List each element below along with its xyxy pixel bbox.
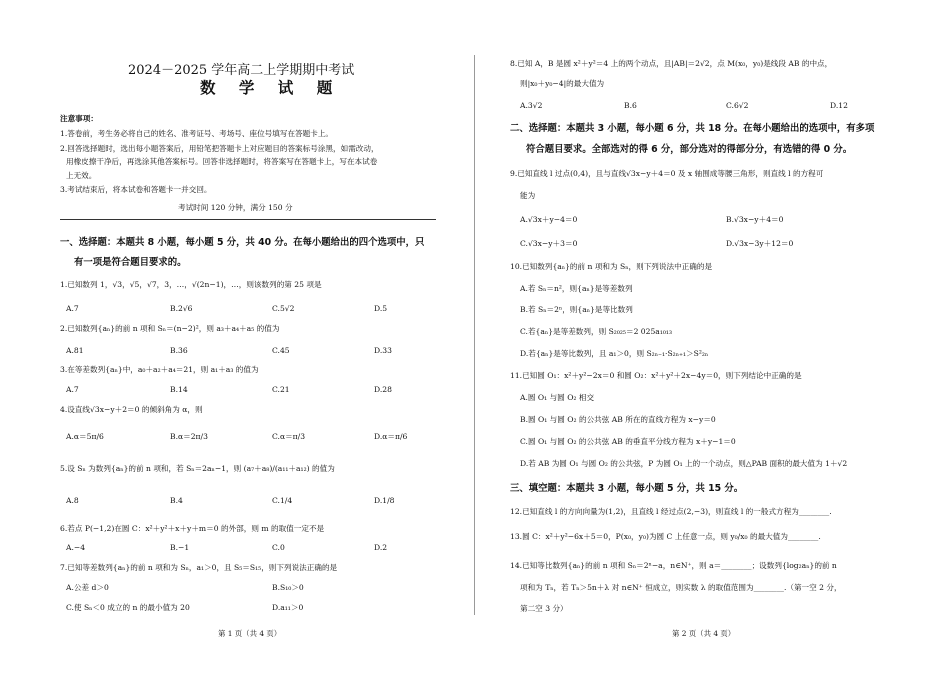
option-a: A.7 bbox=[66, 385, 79, 394]
question-stem: 7.已知等差数列{aₙ}的前 n 项和为 Sₙ，a₁＞0，且 S₅＝S₁₅，则下列说法正确的是 bbox=[60, 563, 338, 572]
question-stem: 4.设直线√3x−y＋2＝0 的倾斜角为 α，则 bbox=[60, 405, 203, 414]
option-a: A.8 bbox=[66, 496, 79, 505]
option-b: B.6 bbox=[624, 101, 637, 110]
page-divider bbox=[474, 55, 475, 615]
page-footer: 第 1 页（共 4 页） bbox=[218, 629, 282, 638]
option-a: A.若 Sₙ＝n²，则{aₙ}是等差数列 bbox=[520, 284, 633, 293]
question-stem: 10.已知数列{aₙ}的前 n 项和为 Sₙ，则下列说法中正确的是 bbox=[510, 262, 713, 271]
option-c: C.45 bbox=[272, 346, 290, 355]
option-d: D.a₁₁＞0 bbox=[272, 603, 304, 612]
option-c: C.1/4 bbox=[272, 496, 293, 505]
page-2 bbox=[476, 0, 950, 673]
section-3-heading: 三、填空题：本题共 3 小题，每小题 5 分，共 15 分。 bbox=[510, 483, 744, 494]
option-d: D.√3x−3y＋12＝0 bbox=[726, 239, 794, 248]
option-b: B.√3x−y＋4＝0 bbox=[726, 215, 784, 224]
option-d: D.12 bbox=[830, 101, 848, 110]
notes-heading: 注意事项： bbox=[60, 114, 98, 123]
section-2-heading: 二、选择题：本题共 3 小题，每小题 6 分，共 18 分。在每小题给出的选项中，有多项 bbox=[510, 123, 875, 134]
option-b: B.36 bbox=[170, 346, 188, 355]
question-stem: 3.在等差数列{aₙ}中，a₀＋a₂＋a₄＝21，则 a₁＋a₃ 的值为 bbox=[60, 365, 259, 374]
option-d: D.若 AB 为圆 O₁ 与圆 O₂ 的公共弦，P 为圆 O₁ 上的一个动点，则△PAB 面积的最大值为 1＋√2 bbox=[520, 459, 848, 468]
option-a: A.α＝5π/6 bbox=[66, 432, 104, 441]
option-c: C.α＝π/3 bbox=[272, 432, 306, 441]
page-footer: 第 2 页（共 4 页） bbox=[672, 629, 736, 638]
option-c: C.使 Sₙ＜0 成立的 n 的最小值为 20 bbox=[66, 603, 190, 612]
question-stem: 8.已知 A，B 是圆 x²＋y²＝4 上的两个动点，且|AB|＝2√2，点 M(x₀，y₀)是线段 AB 的中点， bbox=[510, 59, 833, 68]
section-2-heading-cont: 符合题目要求。全部选对的得 6 分，部分选对的得部分分，有选错的得 0 分。 bbox=[526, 144, 853, 155]
option-c: C.6√2 bbox=[726, 101, 749, 110]
note-line: 用橡皮擦干净后，再选涂其他答案标号。回答非选择题时，将答案写在答题卡上，写在本试卷 bbox=[66, 157, 378, 166]
option-a: A.圆 O₁ 与圆 O₂ 相交 bbox=[520, 393, 595, 402]
option-c: C.21 bbox=[272, 385, 290, 394]
option-a: A.81 bbox=[66, 346, 84, 355]
option-a: A.3√2 bbox=[520, 101, 543, 110]
option-a: A.7 bbox=[66, 304, 79, 313]
option-d: D.33 bbox=[374, 346, 392, 355]
header-divider bbox=[60, 219, 436, 220]
question-stem-cont: 项和为 Tₙ，若 Tₙ＞5n＋λ 对 n∈N⁺ 恒成立，则实数 λ 的取值范围为________.（第一空 2 分， bbox=[520, 583, 842, 592]
option-b: B.2√6 bbox=[170, 304, 193, 313]
exam-subject: 数 学 试 题 bbox=[200, 78, 342, 97]
option-c: C.若{aₙ}是等差数列，则 S₂₀₂₅＝2 025a₁₀₁₃ bbox=[520, 327, 673, 336]
option-b: B.圆 O₁ 与圆 O₂ 的公共弦 AB 所在的直线方程为 x−y＝0 bbox=[520, 415, 716, 424]
option-b: B.4 bbox=[170, 496, 183, 505]
option-b: B.若 Sₙ＝2ⁿ，则{aₙ}是等比数列 bbox=[520, 305, 633, 314]
note-line: 3.考试结束后，将本试卷和答题卡一并交回。 bbox=[60, 185, 212, 194]
option-d: D.1/8 bbox=[374, 496, 395, 505]
option-c: C.0 bbox=[272, 543, 285, 552]
option-b: B.S₁₀＞0 bbox=[272, 583, 304, 592]
option-a: A.√3x＋y−4＝0 bbox=[520, 215, 578, 224]
question-stem-cont: 能为 bbox=[520, 191, 536, 200]
question-stem: 6.若点 P(−1,2)在圆 C：x²＋y²＋x＋y＋m＝0 的外部，则 m 的取值一定不是 bbox=[60, 524, 325, 533]
option-d: D.2 bbox=[374, 543, 388, 552]
question-stem: 12.已知直线 l 的方向向量为(1,2)，且直线 l 经过点(2,−3)，则直线 l 的一般式方程为________. bbox=[510, 507, 832, 516]
question-stem: 13.圆 C：x²＋y²−6x＋5＝0，P(x₀，y₀)为圆 C 上任意一点，则 y₀/x₀ 的最大值为________. bbox=[510, 532, 821, 541]
option-b: B.−1 bbox=[170, 543, 190, 552]
option-c: C.5√2 bbox=[272, 304, 295, 313]
option-b: B.α＝2π/3 bbox=[170, 432, 208, 441]
exam-title: 2024－2025 学年高二上学期期中考试 bbox=[128, 63, 355, 78]
question-stem-cont: 第二空 3 分） bbox=[520, 604, 568, 613]
section-1-heading-cont: 有一项是符合题目要求的。 bbox=[74, 257, 187, 268]
option-c: C.圆 O₁ 与圆 O₂ 的公共弦 AB 的垂直平分线方程为 x＋y−1＝0 bbox=[520, 437, 736, 446]
option-a: A.−4 bbox=[66, 543, 86, 552]
option-d: D.5 bbox=[374, 304, 388, 313]
question-stem: 9.已知直线 l 过点(0,4)，且与直线√3x−y＋4＝0 及 x 轴围成等腰三角形，则直线 l 的方程可 bbox=[510, 169, 824, 178]
option-a: A.公差 d＞0 bbox=[66, 583, 109, 592]
exam-time: 考试时间 120 分钟，满分 150 分 bbox=[178, 203, 293, 212]
option-d: D.α＝π/6 bbox=[374, 432, 408, 441]
option-d: D.28 bbox=[374, 385, 392, 394]
question-stem: 5.设 Sₙ 为数列{aₙ}的前 n 项和，若 Sₙ＝2aₙ−1，则 (a₇＋a₈)/(a₁₁＋a₁₂) 的值为 bbox=[60, 464, 335, 473]
section-1-heading: 一、选择题：本题共 8 小题，每小题 5 分，共 40 分。在每小题给出的四个选项中，只 bbox=[60, 237, 425, 248]
note-line: 1.答卷前，考生务必将自己的姓名、准考证号、考场号、座位号填写在答题卡上。 bbox=[60, 129, 334, 138]
question-stem: 2.已知数列{aₙ}的前 n 项和 Sₙ＝(n−2)²，则 a₃＋a₄＋a₅ 的值为 bbox=[60, 324, 280, 333]
note-line: 上无效。 bbox=[66, 171, 97, 180]
question-stem: 1.已知数列 1，√3，√5，√7，3，…，√(2n−1)，…，则该数列的第 25 项是 bbox=[60, 280, 322, 289]
option-b: B.14 bbox=[170, 385, 188, 394]
option-c: C.√3x−y＋3＝0 bbox=[520, 239, 578, 248]
note-line: 2.回答选择题时，选出每小题答案后，用铅笔把答题卡上对应题目的答案标号涂黑，如需改动， bbox=[60, 144, 379, 153]
page-1 bbox=[0, 0, 474, 673]
question-stem: 11.已知圆 O₁：x²＋y²−2x＝0 和圆 O₂：x²＋y²＋2x−4y＝0，则下列结论中正确的是 bbox=[510, 371, 802, 380]
option-d: D.若{aₙ}是等比数列，且 a₁＞0，则 S₂ₙ₋₁·S₂ₙ₊₁＞S²₂ₙ bbox=[520, 349, 709, 358]
question-stem: 14.已知等比数列{aₙ}的前 n 项和 Sₙ＝2ⁿ−a，n∈N⁺，则 a＝________；设数列{log₂aₙ}的前 n bbox=[510, 561, 837, 570]
question-stem-cont: 则|x₀＋y₀−4|的最大值为 bbox=[520, 79, 605, 88]
